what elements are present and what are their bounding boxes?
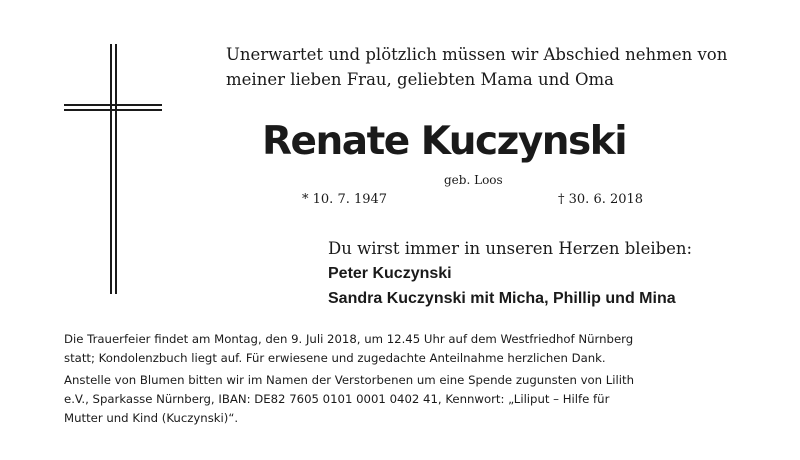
birth-date: * 10. 7. 1947 <box>302 192 388 207</box>
funeral-line: statt; Kondolenzbuch liegt auf. Für erwiesene und zugedachte Anteilnahme herzlichen Dank. <box>64 351 606 365</box>
funeral-line: Die Trauerfeier findet am Montag, den 9. Juli 2018, um 12.45 Uhr auf dem Westfriedhof Nürnberg <box>64 332 634 346</box>
donation-line: Anstelle von Blumen bitten wir im Namen der Verstorbenen um eine Spende zugunsten von Lilith <box>64 373 635 387</box>
intro-line: Unerwartet und plötzlich müssen wir Abschied nehmen von <box>226 45 728 64</box>
donation-line: Mutter und Kind (Kuczynski)“. <box>64 411 239 425</box>
death-date: † 30. 6. 2018 <box>558 192 644 207</box>
intro-text <box>226 42 786 92</box>
deceased-name: Renate Kuczynski <box>262 119 627 164</box>
mourner-name: Sandra Kuczynski mit Micha, Phillip und Mina <box>328 290 676 307</box>
funeral-paragraph <box>64 330 754 368</box>
mourners-statement: Du wirst immer in unseren Herzen bleiben: <box>328 239 693 258</box>
donation-line: e.V., Sparkasse Nürnberg, IBAN: DE82 7605 0101 0001 0402 41, Kennwort: „Liliput – Hilfe für <box>64 392 610 406</box>
cross-icon <box>64 44 162 294</box>
intro-line: meiner lieben Frau, geliebten Mama und Oma <box>226 70 615 89</box>
mourner-name: Peter Kuczynski <box>328 265 452 282</box>
maiden-name: geb. Loos <box>444 173 503 187</box>
mourners-block <box>328 236 788 311</box>
donation-paragraph <box>64 371 754 428</box>
